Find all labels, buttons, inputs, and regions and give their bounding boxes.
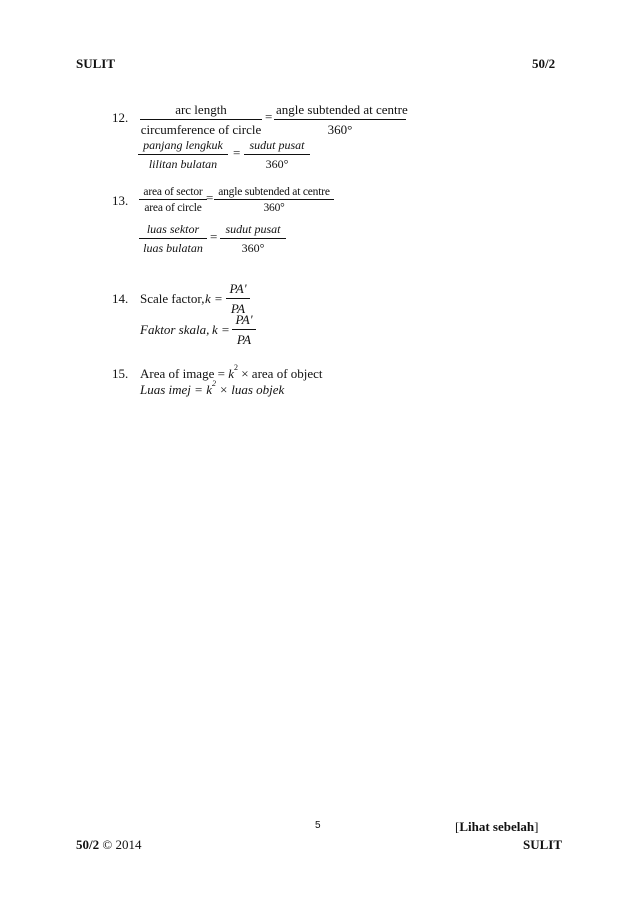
formula-13-en-equals: =	[206, 190, 214, 205]
formula-12-en-right-fraction	[274, 102, 406, 138]
header-left: SULIT	[76, 56, 116, 71]
footer-code: 50/2	[76, 837, 100, 852]
formula-14-ms-variable: k =	[212, 322, 230, 337]
formula-13-en-left-numerator: area of sector	[139, 186, 207, 200]
formula-13-en-right-fraction	[214, 186, 334, 214]
formula-14-en-variable: k =	[205, 291, 223, 306]
formula-13-number: 13.	[112, 193, 129, 208]
formula-13-ms-right-denominator: 360°	[241, 241, 265, 255]
formula-12-ms-right-fraction	[244, 138, 310, 172]
formula-13-ms-equals: =	[210, 229, 218, 244]
formula-14-en-numerator: PA'	[226, 281, 250, 299]
lihat-sebelah-text: Lihat sebelah	[459, 819, 535, 834]
formula-15-ms	[140, 379, 285, 398]
formula-14-en-label: Scale factor,	[140, 291, 205, 306]
formula-15-en-left: Area of image =	[140, 366, 229, 381]
formula-12-ms-right-numerator: sudut pusat	[244, 138, 310, 155]
formula-14-ms-label: Faktor skala,	[140, 322, 210, 337]
formula-13-en-left-fraction	[139, 186, 207, 214]
formula-14-en-denominator: PA	[230, 301, 246, 316]
formula-13-ms-right-numerator: sudut pusat	[220, 222, 286, 239]
formula-15-number: 15.	[112, 366, 129, 381]
formula-12-en-left-denominator: circumference of circle	[140, 122, 262, 137]
formula-12-ms-equals: =	[233, 145, 241, 160]
formula-12-ms-left-fraction	[138, 138, 228, 172]
formula-14-ms-numerator: PA'	[232, 312, 256, 330]
formula-14-ms-fraction	[232, 312, 256, 348]
lihat-sebelah: [Lihat sebelah]	[455, 819, 539, 834]
footer-copyright: © 2014	[102, 837, 142, 852]
formula-14-number: 14.	[112, 291, 129, 306]
formula-13-ms-left-fraction	[139, 222, 207, 256]
formula-13-ms-right-fraction	[220, 222, 286, 256]
formula-12-en-right-numerator: angle subtended at centre	[274, 102, 406, 120]
formula-15-en-k: k	[228, 366, 234, 381]
formula-12-en-left-numerator: arc length	[140, 102, 262, 120]
formula-13-ms-left-numerator: luas sektor	[139, 222, 207, 239]
formula-13-en-right-numerator: angle subtended at centre	[214, 186, 334, 200]
formula-12-ms-left-numerator: panjang lengkuk	[138, 138, 228, 155]
formula-12-en-right-denominator: 360°	[327, 122, 353, 137]
formula-13-en-left-denominator: area of circle	[144, 202, 202, 214]
formula-12-number: 12.	[112, 110, 129, 125]
formula-13-en-right-denominator: 360°	[263, 202, 285, 214]
formula-15-ms-k: k	[206, 382, 212, 397]
formula-12-ms-left-denominator: lilitan bulatan	[148, 157, 218, 171]
formula-15-en-right: × area of object	[237, 366, 323, 381]
footer-left	[76, 837, 142, 853]
formula-12-en-left-fraction	[140, 102, 262, 138]
formula-13-ms-left-denominator: luas bulatan	[143, 241, 203, 255]
formula-15-ms-exponent: 2	[211, 379, 216, 388]
formula-12-en-equals: =	[265, 109, 273, 124]
header-right: 50/2	[532, 56, 556, 71]
page-number: 5	[315, 820, 321, 831]
formula-15-ms-right: × luas objek	[215, 382, 285, 397]
formula-15-en	[140, 363, 323, 382]
footer-right: SULIT	[523, 837, 563, 852]
formula-15-ms-left: Luas imej =	[140, 382, 207, 397]
formula-15-en-exponent: 2	[233, 363, 238, 372]
formula-14-ms-denominator: PA	[236, 332, 252, 347]
formula-12-ms-right-denominator: 360°	[265, 157, 289, 171]
